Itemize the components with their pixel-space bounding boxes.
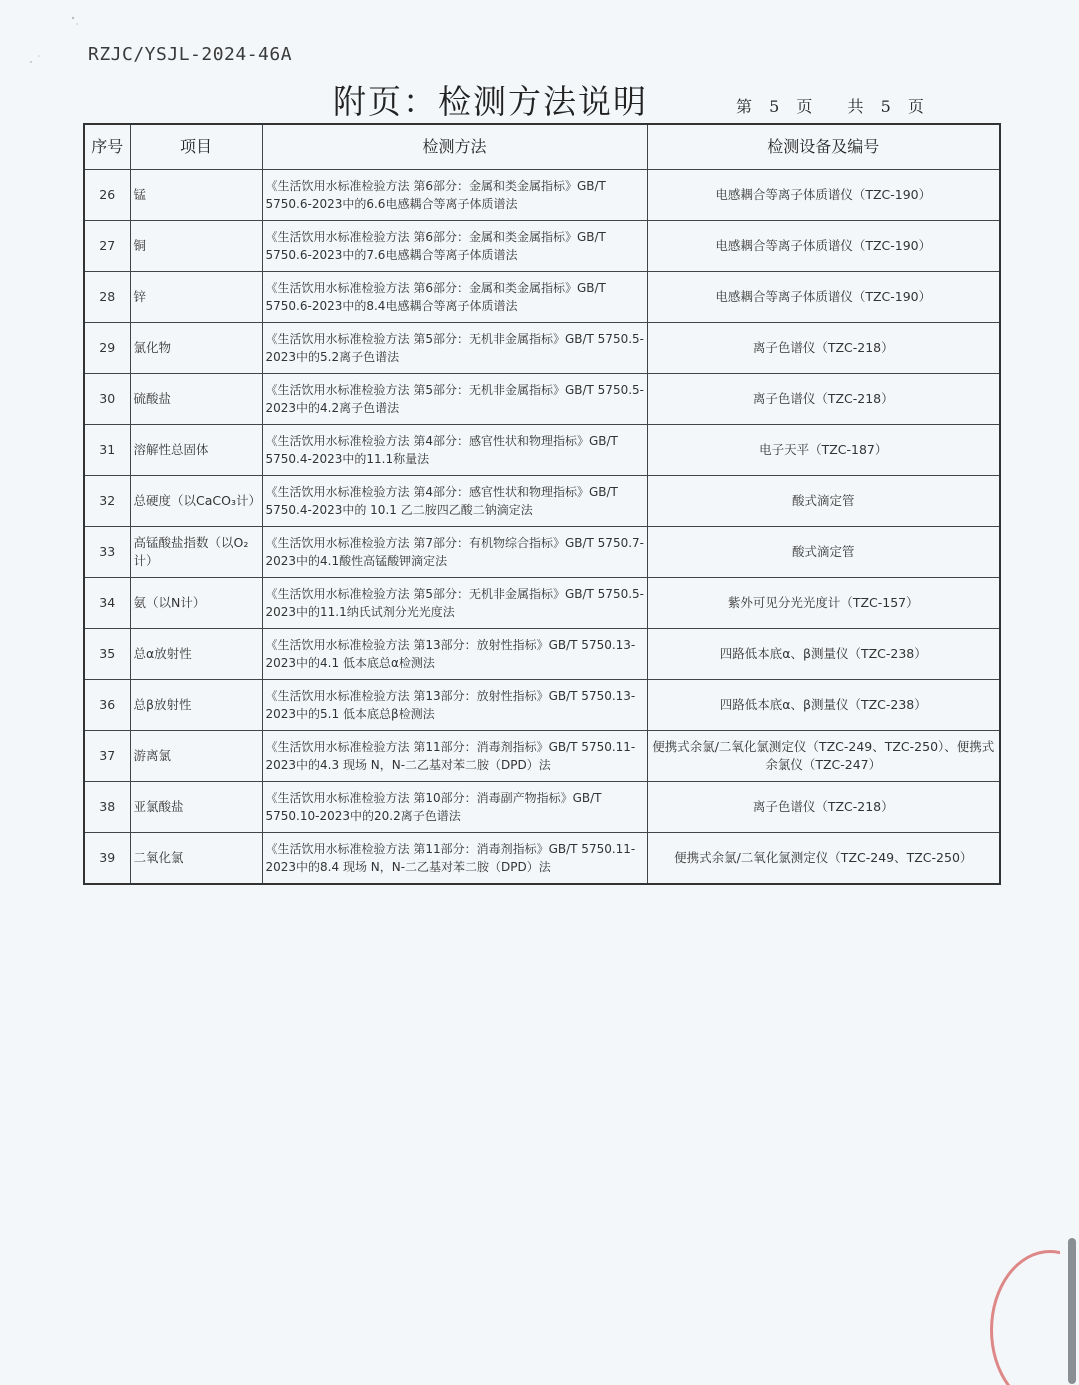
table-row xyxy=(84,476,1000,527)
row-method xyxy=(262,323,647,374)
row-item-text: 氯化物 xyxy=(133,340,172,355)
row-method xyxy=(262,272,647,323)
row-item-text: 高锰酸盐指数（以O₂计） xyxy=(133,535,249,568)
row-equipment-text: 离子色谱仪（TZC-218） xyxy=(752,391,894,406)
row-serial xyxy=(84,782,130,833)
page-current: 5 xyxy=(769,97,780,116)
page-label-mid: 页 xyxy=(796,97,813,116)
row-serial xyxy=(84,374,130,425)
row-serial-text: 37 xyxy=(99,748,116,763)
row-item-text: 亚氯酸盐 xyxy=(133,799,184,814)
row-equipment xyxy=(647,731,1000,782)
row-equipment-text: 酸式滴定管 xyxy=(791,544,855,559)
row-method xyxy=(262,527,647,578)
row-serial-text: 35 xyxy=(99,646,116,661)
row-equipment xyxy=(647,170,1000,221)
row-item xyxy=(130,731,262,782)
row-item xyxy=(130,578,262,629)
row-item-text: 铜 xyxy=(133,238,147,253)
row-method-text: 《生活饮用水标准检验方法 第13部分：放射性指标》GB/T 5750.13-2023中的5.1 低本底总β检测法 xyxy=(265,689,636,721)
row-equipment-text: 电子天平（TZC-187） xyxy=(759,442,888,457)
row-serial-text: 39 xyxy=(99,850,116,865)
row-equipment xyxy=(647,629,1000,680)
row-item-text: 锰 xyxy=(133,187,147,202)
row-serial xyxy=(84,680,130,731)
row-method xyxy=(262,170,647,221)
page-indicator xyxy=(736,94,936,117)
row-equipment-text: 酸式滴定管 xyxy=(791,493,855,508)
row-equipment xyxy=(647,425,1000,476)
stamp-seal xyxy=(990,1250,1060,1385)
header-item: 项目 xyxy=(130,124,262,170)
row-serial-text: 28 xyxy=(99,289,116,304)
row-equipment-text: 电感耦合等离子体质谱仪（TZC-190） xyxy=(715,187,932,202)
row-item-text: 二氧化氯 xyxy=(133,850,184,865)
table-row xyxy=(84,629,1000,680)
row-serial xyxy=(84,272,130,323)
row-serial xyxy=(84,323,130,374)
row-method-text: 《生活饮用水标准检验方法 第5部分：无机非金属指标》GB/T 5750.5-2023中的11.1纳氏试剂分光光度法 xyxy=(265,587,644,619)
total-label-post: 页 xyxy=(907,97,924,116)
row-equipment-text: 四路低本底α、β测量仪（TZC-238） xyxy=(719,646,927,661)
row-serial-text: 34 xyxy=(99,595,116,610)
row-item xyxy=(130,425,262,476)
row-equipment-text: 紫外可见分光光度计（TZC-157） xyxy=(727,595,919,610)
row-item-text: 游离氯 xyxy=(133,748,172,763)
row-serial xyxy=(84,731,130,782)
row-serial xyxy=(84,476,130,527)
row-item-text: 氨（以N计） xyxy=(133,595,206,610)
table-row xyxy=(84,323,1000,374)
header-serial: 序号 xyxy=(84,124,130,170)
row-method xyxy=(262,476,647,527)
row-serial-text: 33 xyxy=(99,544,116,559)
row-equipment-text: 便携式余氯/二氧化氯测定仪（TZC-249、TZC-250） xyxy=(674,850,973,865)
row-method-text: 《生活饮用水标准检验方法 第11部分：消毒剂指标》GB/T 5750.11-2023中的4.3 现场 N，N-二乙基对苯二胺（DPD）法 xyxy=(265,740,636,772)
row-method-text: 《生活饮用水标准检验方法 第5部分：无机非金属指标》GB/T 5750.5-2023中的5.2离子色谱法 xyxy=(265,332,644,364)
row-item xyxy=(130,221,262,272)
row-serial-text: 36 xyxy=(99,697,116,712)
row-item-text: 总硬度（以CaCO₃计） xyxy=(133,493,261,508)
row-equipment xyxy=(647,221,1000,272)
row-method-text: 《生活饮用水标准检验方法 第7部分：有机物综合指标》GB/T 5750.7-2023中的4.1酸性高锰酸钾滴定法 xyxy=(265,536,644,568)
row-item xyxy=(130,680,262,731)
row-method xyxy=(262,782,647,833)
row-item-text: 锌 xyxy=(133,289,147,304)
page-label-pre: 第 xyxy=(736,97,753,116)
header-method: 检测方法 xyxy=(262,124,647,170)
table-row xyxy=(84,272,1000,323)
row-method-text: 《生活饮用水标准检验方法 第6部分：金属和类金属指标》GB/T 5750.6-2023中的6.6电感耦合等离子体质谱法 xyxy=(265,179,606,211)
row-equipment xyxy=(647,833,1000,885)
row-item xyxy=(130,374,262,425)
row-item xyxy=(130,476,262,527)
page-total: 5 xyxy=(880,97,891,116)
row-method-text: 《生活饮用水标准检验方法 第4部分：感官性状和物理指标》GB/T 5750.4-2023中的11.1称量法 xyxy=(265,434,618,466)
row-serial xyxy=(84,527,130,578)
table-row xyxy=(84,374,1000,425)
row-serial xyxy=(84,629,130,680)
row-item xyxy=(130,833,262,885)
row-method-text: 《生活饮用水标准检验方法 第5部分：无机非金属指标》GB/T 5750.5-2023中的4.2离子色谱法 xyxy=(265,383,644,415)
row-equipment-text: 电感耦合等离子体质谱仪（TZC-190） xyxy=(715,289,932,304)
row-item xyxy=(130,782,262,833)
row-equipment xyxy=(647,578,1000,629)
table-row xyxy=(84,680,1000,731)
row-method xyxy=(262,833,647,885)
row-equipment-text: 便携式余氯/二氧化氯测定仪（TZC-249、TZC-250）、便携式余氯仪（TZC-247） xyxy=(652,739,995,772)
row-equipment-text: 离子色谱仪（TZC-218） xyxy=(752,799,894,814)
paper-specks xyxy=(25,10,85,70)
row-method-text: 《生活饮用水标准检验方法 第6部分：金属和类金属指标》GB/T 5750.6-2023中的7.6电感耦合等离子体质谱法 xyxy=(265,230,606,262)
row-equipment xyxy=(647,680,1000,731)
row-item xyxy=(130,629,262,680)
row-equipment xyxy=(647,476,1000,527)
row-serial-text: 29 xyxy=(99,340,116,355)
scrollbar-thumb[interactable] xyxy=(1068,1238,1076,1384)
page-title: 附页：检测方法说明 xyxy=(333,82,648,121)
total-label-pre: 共 xyxy=(847,97,864,116)
table-row xyxy=(84,170,1000,221)
table-body xyxy=(84,170,1000,885)
row-method xyxy=(262,629,647,680)
row-serial-text: 32 xyxy=(99,493,116,508)
row-serial-text: 27 xyxy=(99,238,116,253)
table-row xyxy=(84,425,1000,476)
row-item xyxy=(130,272,262,323)
row-serial xyxy=(84,170,130,221)
row-serial-text: 38 xyxy=(99,799,116,814)
row-method xyxy=(262,680,647,731)
row-equipment-text: 离子色谱仪（TZC-218） xyxy=(752,340,894,355)
row-item-text: 总α放射性 xyxy=(133,646,192,661)
table-row xyxy=(84,833,1000,885)
row-equipment xyxy=(647,374,1000,425)
method-table xyxy=(83,123,1001,885)
row-serial xyxy=(84,833,130,885)
table-row xyxy=(84,731,1000,782)
row-item xyxy=(130,323,262,374)
row-method-text: 《生活饮用水标准检验方法 第10部分：消毒副产物指标》GB/T 5750.10-2023中的20.2离子色谱法 xyxy=(265,791,602,823)
row-method-text: 《生活饮用水标准检验方法 第6部分：金属和类金属指标》GB/T 5750.6-2023中的8.4电感耦合等离子体质谱法 xyxy=(265,281,606,313)
row-item-text: 溶解性总固体 xyxy=(133,442,209,457)
row-equipment-text: 四路低本底α、β测量仪（TZC-238） xyxy=(719,697,927,712)
table-row xyxy=(84,221,1000,272)
row-equipment xyxy=(647,527,1000,578)
row-serial xyxy=(84,221,130,272)
row-equipment xyxy=(647,272,1000,323)
row-item-text: 硫酸盐 xyxy=(133,391,172,406)
row-serial xyxy=(84,425,130,476)
row-serial-text: 31 xyxy=(99,442,116,457)
row-method-text: 《生活饮用水标准检验方法 第11部分：消毒剂指标》GB/T 5750.11-2023中的8.4 现场 N，N-二乙基对苯二胺（DPD）法 xyxy=(265,842,636,874)
row-equipment xyxy=(647,323,1000,374)
row-serial xyxy=(84,578,130,629)
table-row xyxy=(84,782,1000,833)
row-method xyxy=(262,425,647,476)
row-serial-text: 26 xyxy=(99,187,116,202)
row-method xyxy=(262,374,647,425)
row-method xyxy=(262,578,647,629)
table-header-row xyxy=(84,124,1000,170)
document-number: RZJC/YSJL-2024-46A xyxy=(88,44,293,65)
seal-ring xyxy=(990,1250,1060,1385)
row-serial-text: 30 xyxy=(99,391,116,406)
row-equipment xyxy=(647,782,1000,833)
header-equipment: 检测设备及编号 xyxy=(647,124,1000,170)
row-item xyxy=(130,527,262,578)
table-row xyxy=(84,527,1000,578)
row-method-text: 《生活饮用水标准检验方法 第13部分：放射性指标》GB/T 5750.13-2023中的4.1 低本底总α检测法 xyxy=(265,638,636,670)
table-row xyxy=(84,578,1000,629)
row-method-text: 《生活饮用水标准检验方法 第4部分：感官性状和物理指标》GB/T 5750.4-2023中的 10.1 乙二胺四乙酸二钠滴定法 xyxy=(265,485,618,517)
row-item-text: 总β放射性 xyxy=(133,697,192,712)
row-item xyxy=(130,170,262,221)
row-equipment-text: 电感耦合等离子体质谱仪（TZC-190） xyxy=(715,238,932,253)
row-method xyxy=(262,221,647,272)
row-method xyxy=(262,731,647,782)
